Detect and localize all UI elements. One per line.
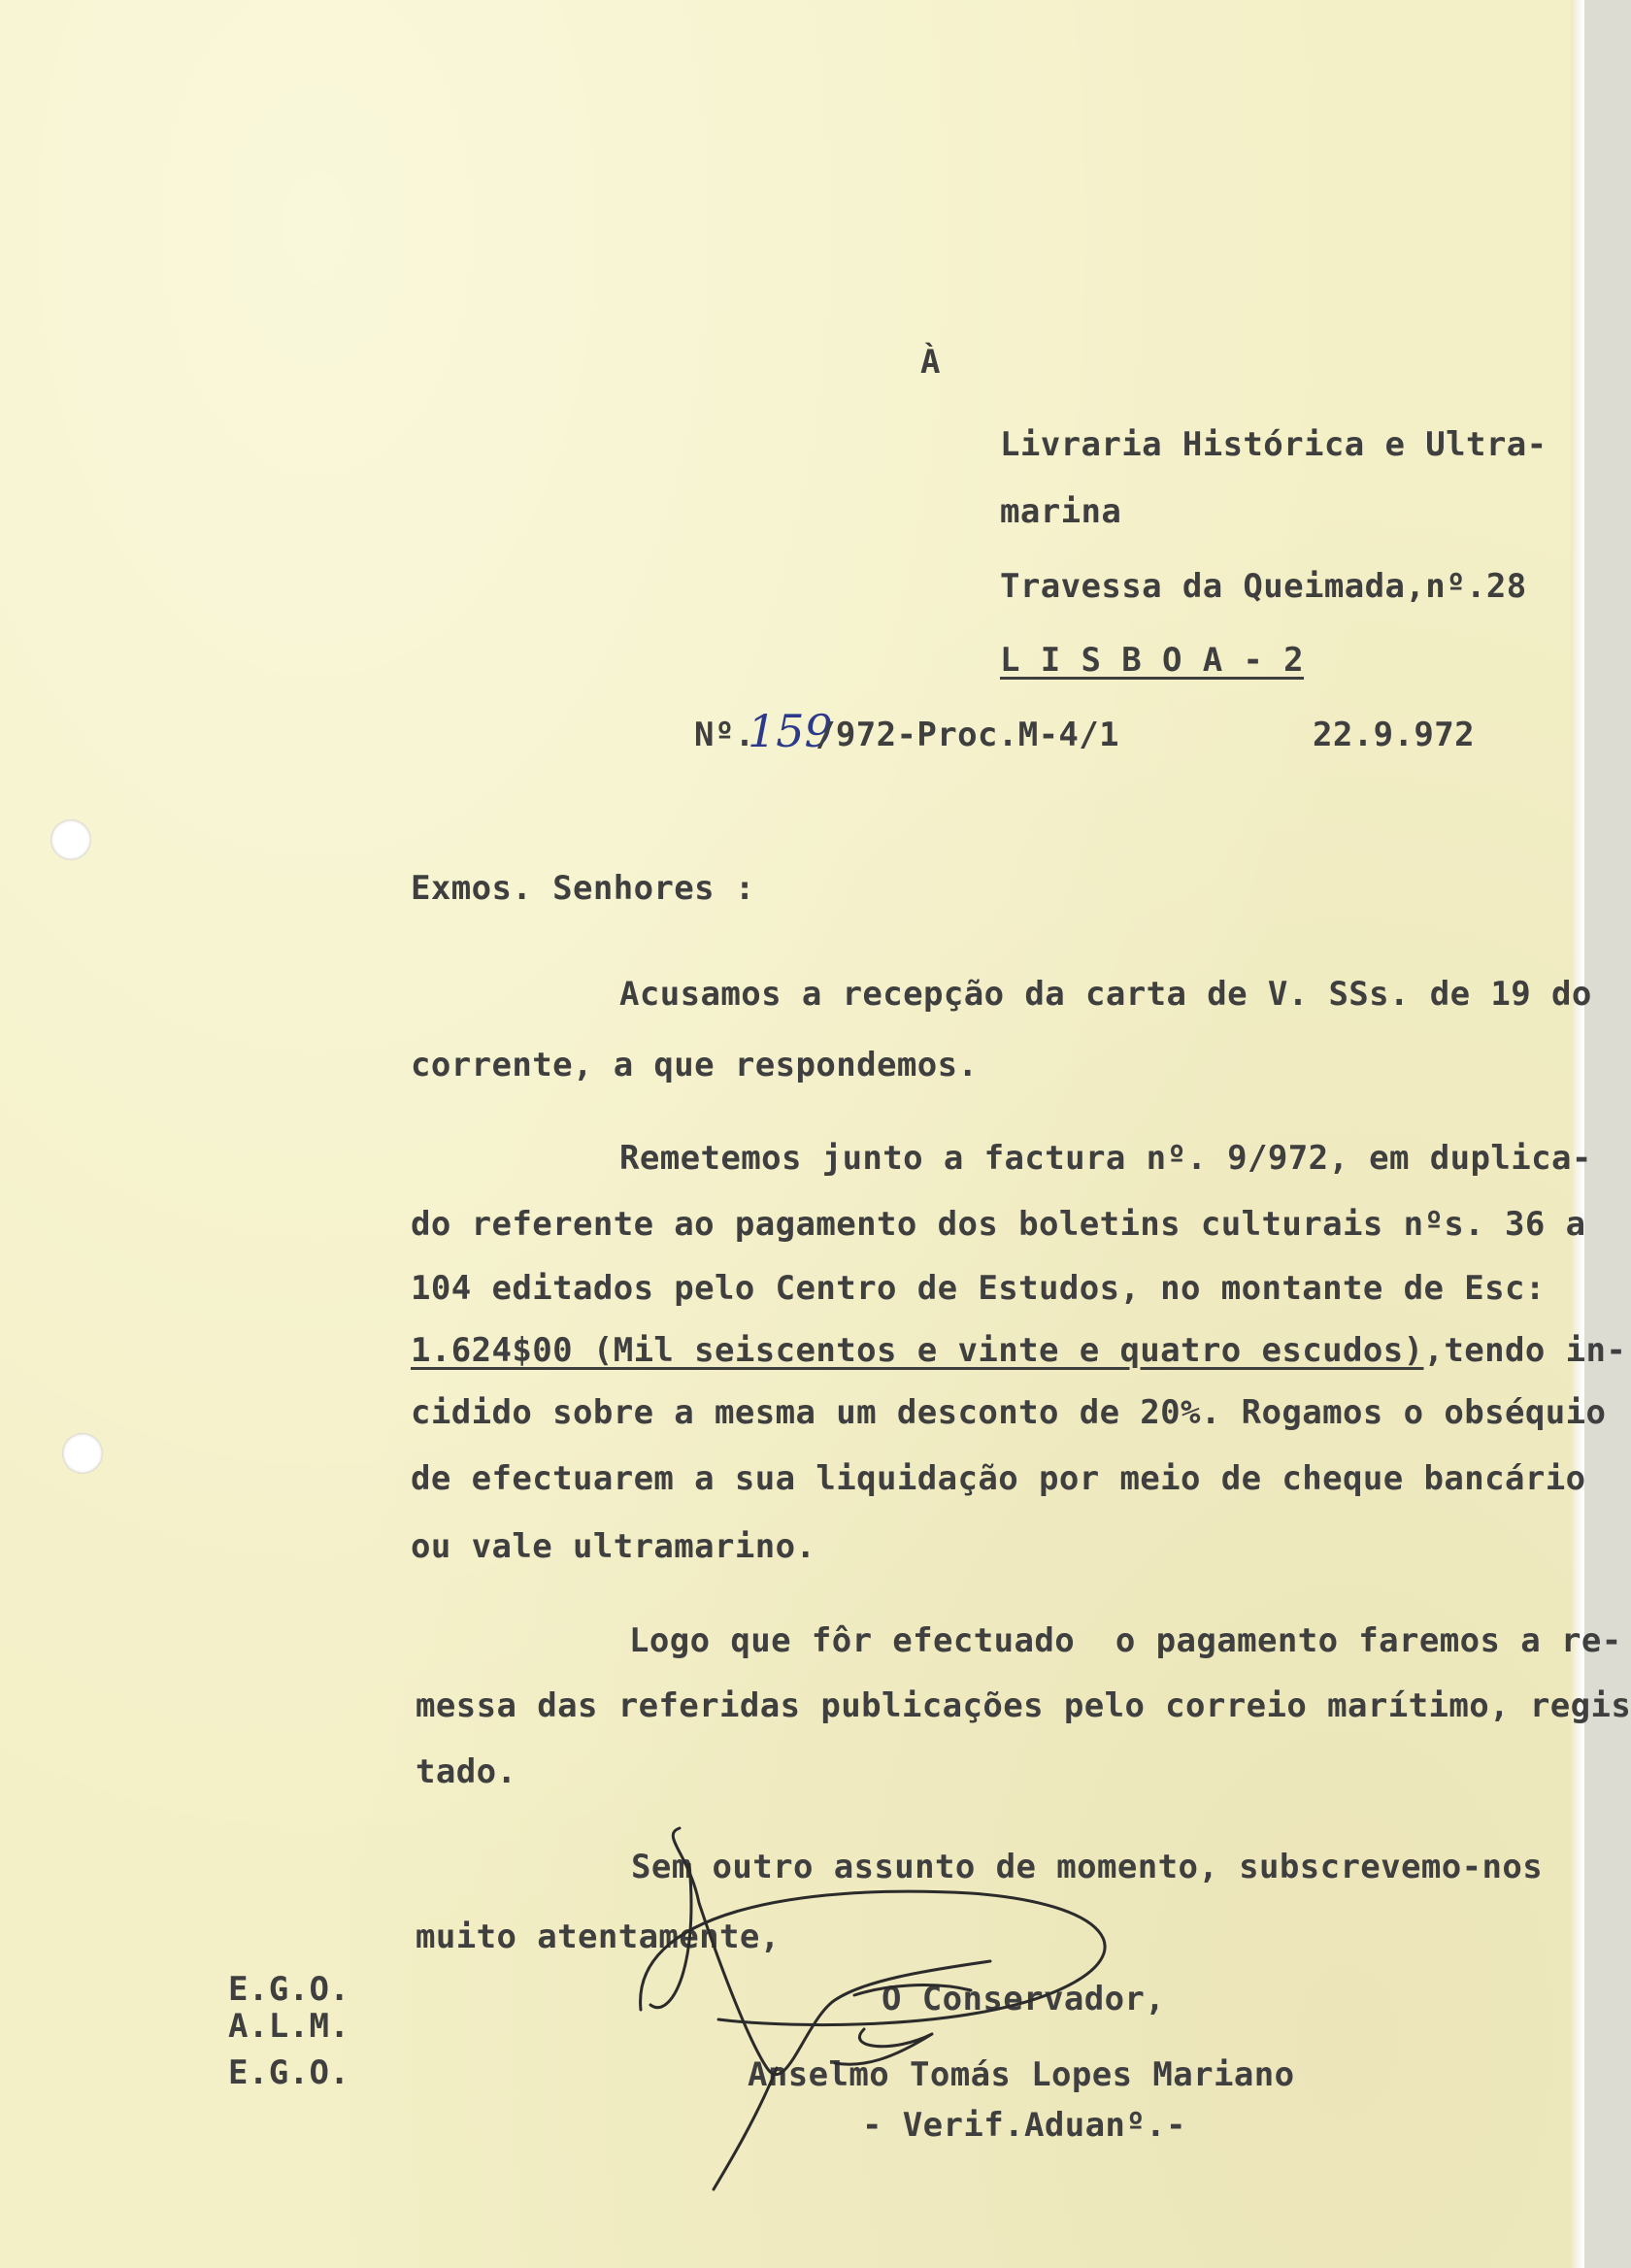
signature-descender (650, 1864, 691, 2008)
reference-suffix: /972-Proc.M-4/1 (816, 716, 1120, 754)
paragraph-1-line-1: Acusamos a recepção da carta de V. SSs. de 19 do (619, 975, 1592, 1014)
recipient-address: Travessa da Queimada,nº.28 (1000, 567, 1527, 606)
salutation-prefix: À (920, 343, 941, 382)
paragraph-4-line-1: Sem outro assunto de momento, subscrevemo-nos (631, 1848, 1544, 1886)
paragraph-1-line-2: corrente, a que respondemos. (411, 1046, 979, 1084)
paragraph-3-line-3: tado. (416, 1752, 517, 1791)
signatory-role: - Verif.Aduanº.- (862, 2106, 1186, 2145)
signature-stroke-main (673, 1828, 990, 2075)
recipient-line-2: marina (1000, 492, 1122, 531)
reference-handwritten-number: 159 (748, 705, 833, 757)
initials-line-3: E.G.O. (228, 2053, 350, 2092)
punch-hole-bottom (62, 1433, 103, 1474)
recipient-line-1: Livraria Histórica e Ultra- (1000, 425, 1548, 464)
paragraph-2-line-1: Remetemos junto a factura nº. 9/972, em duplica- (619, 1139, 1592, 1178)
paragraph-3-line-2: messa das referidas publicações pelo correio marítimo, regis (416, 1686, 1631, 1725)
initials-line-2: A.L.M. (228, 2007, 350, 2046)
paragraph-4-line-2: muito atentamente, (416, 1918, 781, 1956)
paragraph-2-line-4-rest: ,tendo in- (1423, 1331, 1627, 1370)
paragraph-3-line-1: Logo que fôr efectuado o pagamento faremos a re- (629, 1621, 1622, 1660)
punch-hole-top (50, 819, 91, 860)
letter-date: 22.9.972 (1313, 716, 1475, 754)
paragraph-2-line-6: de efectuarem a sua liquidação por meio de cheque bancário (411, 1459, 1586, 1498)
paragraph-2-line-2: do referente ao pagamento dos boletins culturais nºs. 36 a (411, 1205, 1586, 1244)
initials-line-1: E.G.O. (228, 1970, 350, 2009)
greeting: Exmos. Senhores : (411, 869, 755, 908)
handwritten-signature (602, 1825, 1204, 2194)
recipient-city: L I S B O A - 2 (1000, 641, 1305, 680)
paragraph-2-line-7: ou vale ultramarino. (411, 1527, 816, 1566)
signatory-name: Anselmo Tomás Lopes Mariano (748, 2055, 1295, 2094)
signature-loop (641, 1891, 1105, 2024)
paragraph-2-line-4 (411, 1331, 1627, 1370)
amount-underlined: 1.624$00 (Mil seiscentos e vinte e quatro escudos) (411, 1331, 1424, 1370)
closing-title: O Conservador, (882, 1980, 1166, 2018)
paper-edge (1571, 0, 1584, 2268)
reference-prefix: Nº. (694, 716, 755, 754)
paragraph-2-line-5: cidido sobre a mesma um desconto de 20%. Rogamos o obséquio (411, 1393, 1607, 1432)
signature-tail (714, 2068, 777, 2189)
paragraph-2-line-3: 104 editados pelo Centro de Estudos, no montante de Esc: (411, 1269, 1546, 1308)
